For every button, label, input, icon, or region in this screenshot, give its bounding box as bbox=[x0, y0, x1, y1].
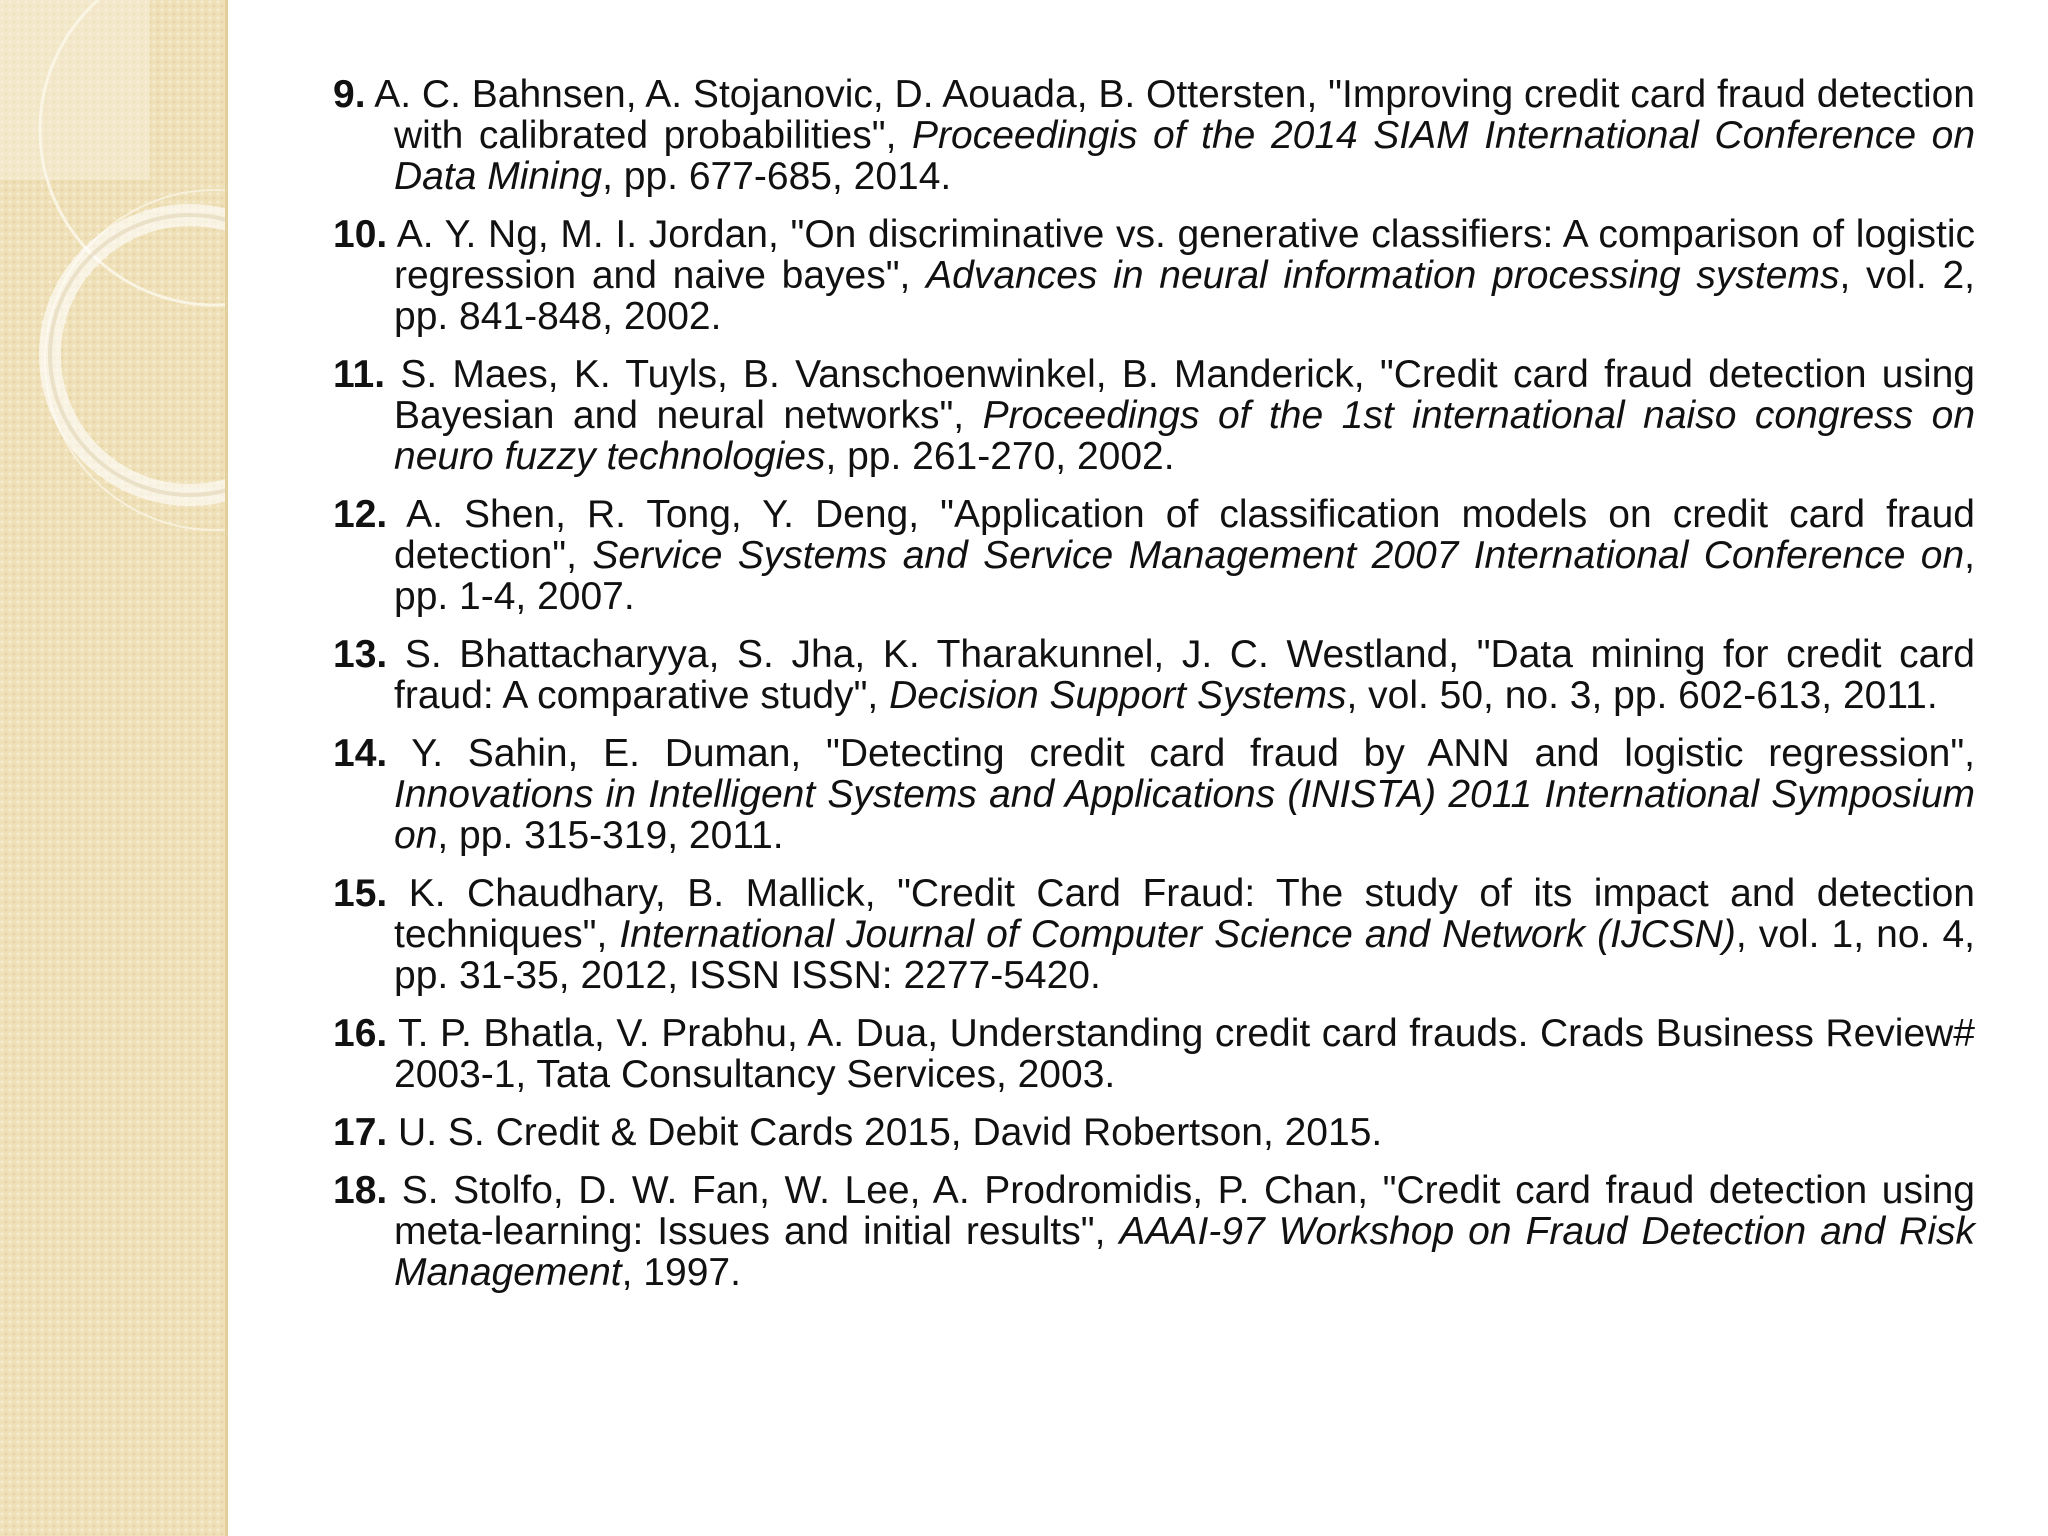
reference-source: AAAI-97 Workshop on Fraud Detection and Risk Management bbox=[394, 1210, 1975, 1294]
sidebar-edge bbox=[225, 0, 228, 1536]
reference-source: Proceedings of the 1st international naiso congress on neuro fuzzy technologies bbox=[394, 394, 1976, 478]
references-list bbox=[333, 74, 1975, 1310]
decorative-sidebar bbox=[0, 0, 228, 1536]
reference-details: , pp. 315-319, 2011. bbox=[437, 814, 784, 857]
reference-17 bbox=[333, 1112, 1975, 1153]
reference-text: S. Stolfo, D. W. Fan, W. Lee, A. Prodromidis, P. Chan, "Credit card fraud detection using meta-learning: Issues and initial results", bbox=[387, 1169, 1975, 1253]
reference-details: , 1997. bbox=[621, 1251, 741, 1294]
decorative-rings-graphic bbox=[0, 0, 228, 560]
reference-18 bbox=[333, 1170, 1975, 1293]
reference-number: 13. bbox=[333, 633, 388, 676]
reference-text: S. Bhattacharyya, S. Jha, K. Tharakunnel, J. C. Westland, "Data mining for credit card fraud: A comparative study", bbox=[387, 633, 1975, 717]
reference-details: , vol. 1, no. 4, pp. 31-35, 2012, ISSN ISSN: 2277-5420. bbox=[394, 913, 1975, 997]
reference-number: 9. bbox=[333, 73, 366, 116]
reference-text: Y. Sahin, E. Duman, "Detecting credit card fraud by ANN and logistic regression", bbox=[387, 732, 1975, 775]
reference-number: 15. bbox=[333, 872, 388, 915]
reference-details: , vol. 2, pp. 841-848, 2002. bbox=[394, 254, 1975, 338]
reference-13 bbox=[333, 634, 1975, 716]
reference-source: Proceedingis of the 2014 SIAM International Conference on Data Mining bbox=[394, 114, 1976, 198]
reference-14 bbox=[333, 733, 1975, 856]
reference-details: , pp. 1-4, 2007. bbox=[394, 534, 1975, 618]
reference-details: , vol. 50, no. 3, pp. 602-613, 2011. bbox=[1346, 674, 1938, 717]
reference-number: 18. bbox=[333, 1169, 388, 1212]
reference-text: A. Shen, R. Tong, Y. Deng, "Application of classification models on credit card fraud detection", bbox=[387, 493, 1975, 577]
reference-15 bbox=[333, 873, 1975, 996]
reference-11 bbox=[333, 354, 1975, 477]
reference-text: K. Chaudhary, B. Mallick, "Credit Card Fraud: The study of its impact and detection techniques", bbox=[387, 872, 1975, 956]
reference-details: , pp. 261-270, 2002. bbox=[825, 435, 1175, 478]
reference-12 bbox=[333, 494, 1975, 617]
reference-source: Decision Support Systems bbox=[889, 674, 1347, 717]
reference-number: 12. bbox=[333, 493, 388, 536]
reference-source: Advances in neural information processing systems bbox=[926, 254, 1840, 297]
reference-10 bbox=[333, 214, 1975, 337]
reference-text: S. Maes, K. Tuyls, B. Vanschoenwinkel, B. Manderick, "Credit card fraud detection using Bayesian and neural networks", bbox=[385, 353, 1975, 437]
reference-text: A. C. Bahnsen, A. Stojanovic, D. Aouada, B. Ottersten, "Improving credit card fraud detection with calibrated probabilities", bbox=[365, 73, 1975, 157]
reference-number: 14. bbox=[333, 732, 388, 775]
reference-number: 10. bbox=[333, 213, 388, 256]
reference-source: Service Systems and Service Management 2007 International Conference on bbox=[592, 534, 1965, 577]
reference-source: International Journal of Computer Science and Network (IJCSN) bbox=[619, 913, 1736, 956]
reference-text: U. S. Credit & Debit Cards 2015, David Robertson, 2015. bbox=[387, 1111, 1383, 1154]
reference-number: 11. bbox=[333, 353, 386, 396]
reference-number: 17. bbox=[333, 1111, 388, 1154]
reference-source: Innovations in Intelligent Systems and Applications (INISTA) 2011 International Symposium on bbox=[394, 773, 1975, 857]
reference-9 bbox=[333, 74, 1975, 197]
reference-number: 16. bbox=[333, 1012, 388, 1055]
reference-text: A. Y. Ng, M. I. Jordan, "On discriminative vs. generative classifiers: A comparison of logistic regression and naive bayes", bbox=[387, 213, 1975, 297]
reference-details: , pp. 677-685, 2014. bbox=[602, 155, 952, 198]
reference-text: T. P. Bhatla, V. Prabhu, A. Dua, Understanding credit card frauds. Crads Business Review# 2003-1, Tata Consultancy Services, 2003. bbox=[387, 1012, 1975, 1096]
reference-16 bbox=[333, 1013, 1975, 1095]
